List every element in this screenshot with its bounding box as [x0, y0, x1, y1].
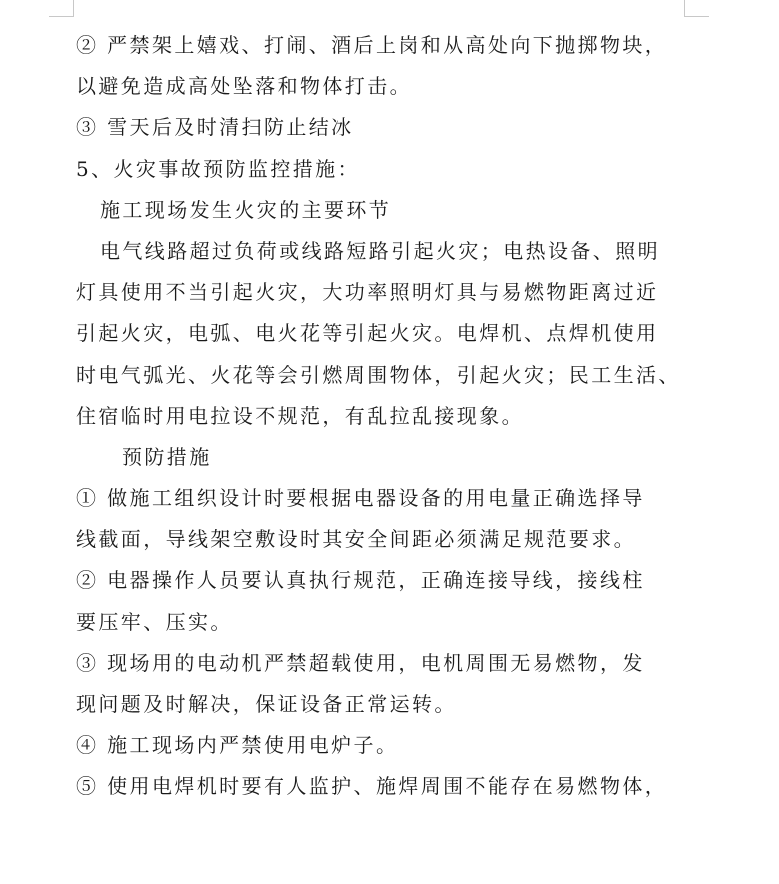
measure-2-line-1: ② 电器操作人员要认真执行规范，正确连接导线，接线柱	[76, 568, 645, 593]
section-heading-fire: 5、火灾事故预防监控措施：	[76, 156, 360, 181]
crop-mark-top-left-vertical	[73, 0, 74, 16]
paragraph-line-2: 灯具使用不当引起火灾，大功率照明灯具与易燃物距离过近	[76, 280, 659, 305]
subheading-fire-causes: 施工现场发生火灾的主要环节	[100, 197, 392, 222]
item-3: ③ 雪天后及时清扫防止结冰	[76, 115, 354, 140]
crop-mark-top-left-horizontal	[49, 16, 74, 17]
item-2-line-1: ② 严禁架上嬉戏、打闹、酒后上岗和从高处向下抛掷物块，	[76, 33, 668, 57]
paragraph-line-4: 时电气弧光、火花等会引燃周围物体，引起火灾；民工生活、	[76, 362, 681, 387]
measure-1-line-2: 线截面，导线架空敷设时其安全间距必须满足规范要求。	[76, 527, 636, 552]
crop-mark-top-right-vertical	[684, 0, 685, 16]
paragraph-line-1: 电气线路超过负荷或线路短路引起火灾；电热设备、照明	[100, 238, 660, 263]
item-2-line-2: 以避免造成高处坠落和物体打击。	[76, 74, 412, 99]
paragraph-line-3: 引起火灾，电弧、电火花等引起火灾。电焊机、点焊机使用	[76, 321, 659, 346]
document-body	[76, 25, 696, 808]
subheading-prevention: 预防措施	[122, 444, 212, 469]
paragraph-line-5: 住宿临时用电拉设不规范，有乱拉乱接现象。	[76, 403, 524, 428]
crop-mark-top-right-horizontal	[684, 16, 709, 17]
measure-1-line-1: ① 做施工组织设计时要根据电器设备的用电量正确选择导	[76, 486, 645, 511]
measure-5-line-1: ⑤ 使用电焊机时要有人监护、施焊周围不能存在易燃物体，	[76, 774, 668, 799]
measure-4: ④ 施工现场内严禁使用电炉子。	[76, 733, 399, 758]
measure-3-line-1: ③ 现场用的电动机严禁超载使用，电机周围无易燃物，发	[76, 650, 645, 675]
measure-2-line-2: 要压牢、压实。	[76, 609, 233, 634]
measure-3-line-2: 现问题及时解决，保证设备正常运转。	[76, 692, 457, 716]
